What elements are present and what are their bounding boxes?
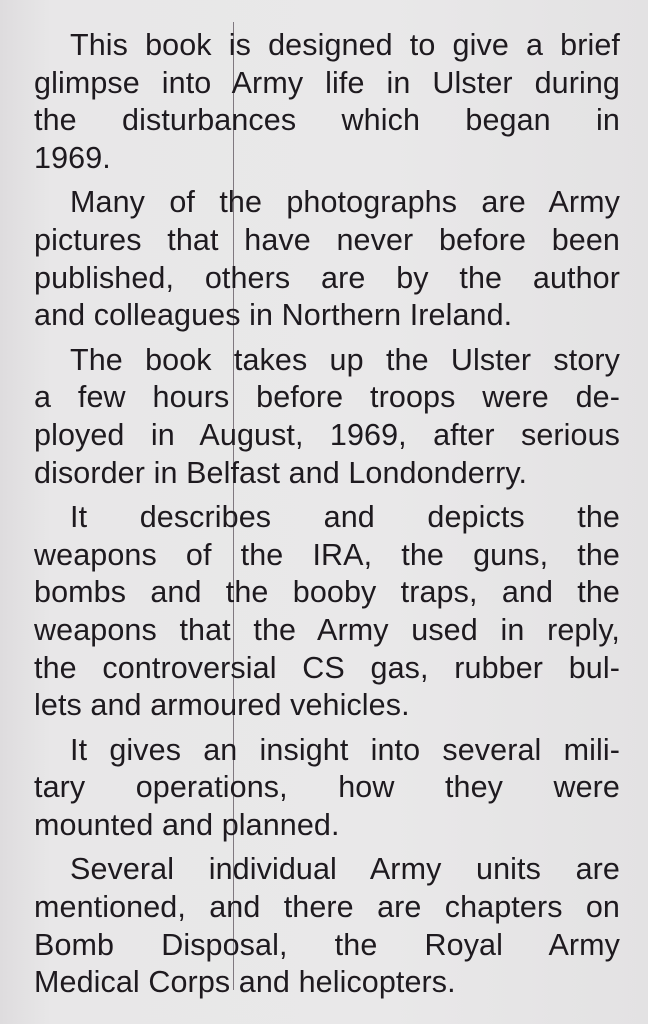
text-line: This book is designed to give a brief bbox=[70, 28, 620, 62]
text-line: Medical Corps and helicopters. bbox=[34, 965, 456, 1000]
paragraph-6 bbox=[34, 851, 620, 1001]
text-line: Many of the photographs are Army bbox=[70, 185, 620, 220]
paragraph-5 bbox=[34, 732, 620, 845]
paragraph-1 bbox=[34, 27, 620, 177]
text-line: It gives an insight into several mili- bbox=[70, 732, 620, 767]
paragraph-2 bbox=[34, 184, 620, 334]
text-line: 1969. bbox=[34, 140, 111, 175]
text-line: Bomb Disposal, the Royal Army bbox=[34, 927, 620, 962]
text-line: published, others are by the author bbox=[34, 260, 620, 295]
text-line: pictures that have never before been bbox=[34, 222, 620, 257]
text-line: and colleagues in Northern Ireland. bbox=[34, 298, 513, 333]
text-line: tary operations, how they were bbox=[34, 770, 620, 805]
paragraph-3 bbox=[34, 342, 620, 492]
text-line: the disturbances which began in bbox=[34, 103, 620, 138]
text-line: weapons of the IRA, the guns, the bbox=[34, 537, 620, 572]
text-line: Several individual Army units are bbox=[70, 852, 620, 887]
text-line: weapons that the Army used in reply, bbox=[34, 612, 620, 647]
blurb-text bbox=[34, 27, 620, 1002]
text-line: mentioned, and there are chapters on bbox=[34, 890, 620, 925]
text-line: glimpse into Army life in Ulster during bbox=[34, 65, 620, 100]
text-line: the controversial CS gas, rubber bul- bbox=[34, 650, 620, 685]
text-line: It describes and depicts the bbox=[70, 500, 620, 535]
text-line: mounted and planned. bbox=[34, 807, 340, 842]
paragraph-4 bbox=[34, 499, 620, 725]
text-line: lets and armoured vehicles. bbox=[34, 688, 410, 723]
text-line: a few hours before troops were de- bbox=[34, 380, 620, 415]
text-line: The book takes up the Ulster story bbox=[70, 342, 620, 377]
text-line: disorder in Belfast and Londonderry. bbox=[34, 455, 528, 490]
text-line: bombs and the booby traps, and the bbox=[34, 575, 620, 610]
text-line: ployed in August, 1969, after serious bbox=[34, 417, 620, 452]
